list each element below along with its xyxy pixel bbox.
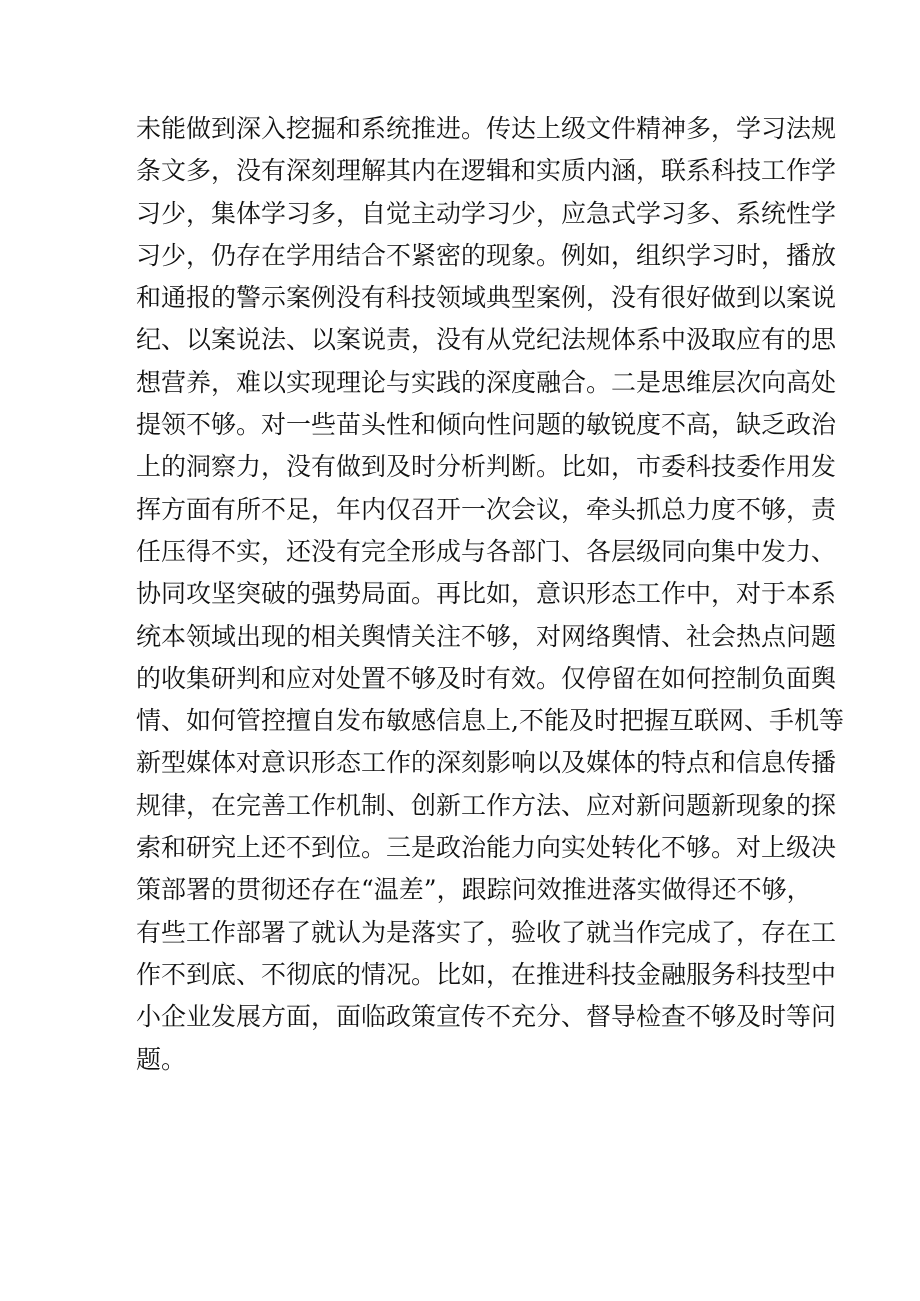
body-paragraph <box>136 108 844 1081</box>
text-line: 新型媒体对意识形态工作的深刻影响以及媒体的特点和信息传播 <box>136 748 837 778</box>
text-line: 挥方面有所不足，年内仅召开一次会议，牵头抓总力度不够，责 <box>136 494 837 524</box>
text-line: 提领不够。对一些苗头性和倾向性问题的敏锐度不高，缺乏政治 <box>136 410 837 440</box>
text-line: 规律，在完善工作机制、创新工作方法、应对新问题新现象的探 <box>136 790 837 820</box>
text-line: 题。 <box>136 1044 187 1074</box>
text-line: 小企业发展方面，面临政策宣传不充分、督导检查不够及时等问 <box>136 1002 837 1032</box>
text-line: 条文多，没有深刻理解其内在逻辑和实质内涵，联系科技工作学 <box>136 156 837 186</box>
text-line: 上的洞察力，没有做到及时分析判断。比如，市委科技委作用发 <box>136 452 837 482</box>
text-line: 索和研究上还不到位。三是政治能力向实处转化不够。对上级决 <box>136 833 837 863</box>
text-line: 想营养，难以实现理论与实践的深度融合。二是思维层次向高处 <box>136 367 837 397</box>
text-line: 统本领域出现的相关舆情关注不够，对网络舆情、社会热点问题 <box>136 621 837 651</box>
text-line: 作不到底、不彻底的情况。比如，在推进科技金融服务科技型中 <box>136 959 837 989</box>
text-line: 习少，仍存在学用结合不紧密的现象。例如，组织学习时，播放 <box>136 240 837 270</box>
text-line: 协同攻坚突破的强势局面。再比如，意识形态工作中，对于本系 <box>136 579 837 609</box>
text-line: 习少，集体学习多，自觉主动学习少，应急式学习多、系统性学 <box>136 198 837 228</box>
text-line: 策部署的贯彻还存在“温差”，跟踪问效推进落实做得还不够， <box>136 875 812 905</box>
text-line: 未能做到深入挖掘和系统推进。传达上级文件精神多，学习法规 <box>136 114 837 143</box>
text-line: 有些工作部署了就认为是落实了，验收了就当作完成了，存在工 <box>136 917 837 947</box>
text-line: 纪、以案说法、以案说责，没有从党纪法规体系中汲取应有的思 <box>136 325 837 355</box>
text-line: 情、如何管控擅自发布敏感信息上,不能及时把握互联网、手机等 <box>136 706 844 736</box>
text-line: 和通报的警示案例没有科技领域典型案例，没有很好做到以案说 <box>136 283 837 313</box>
text-line: 任压得不实，还没有完全形成与各部门、各层级同向集中发力、 <box>136 536 837 566</box>
text-line: 的收集研判和应对处置不够及时有效。仅停留在如何控制负面舆 <box>136 663 837 693</box>
